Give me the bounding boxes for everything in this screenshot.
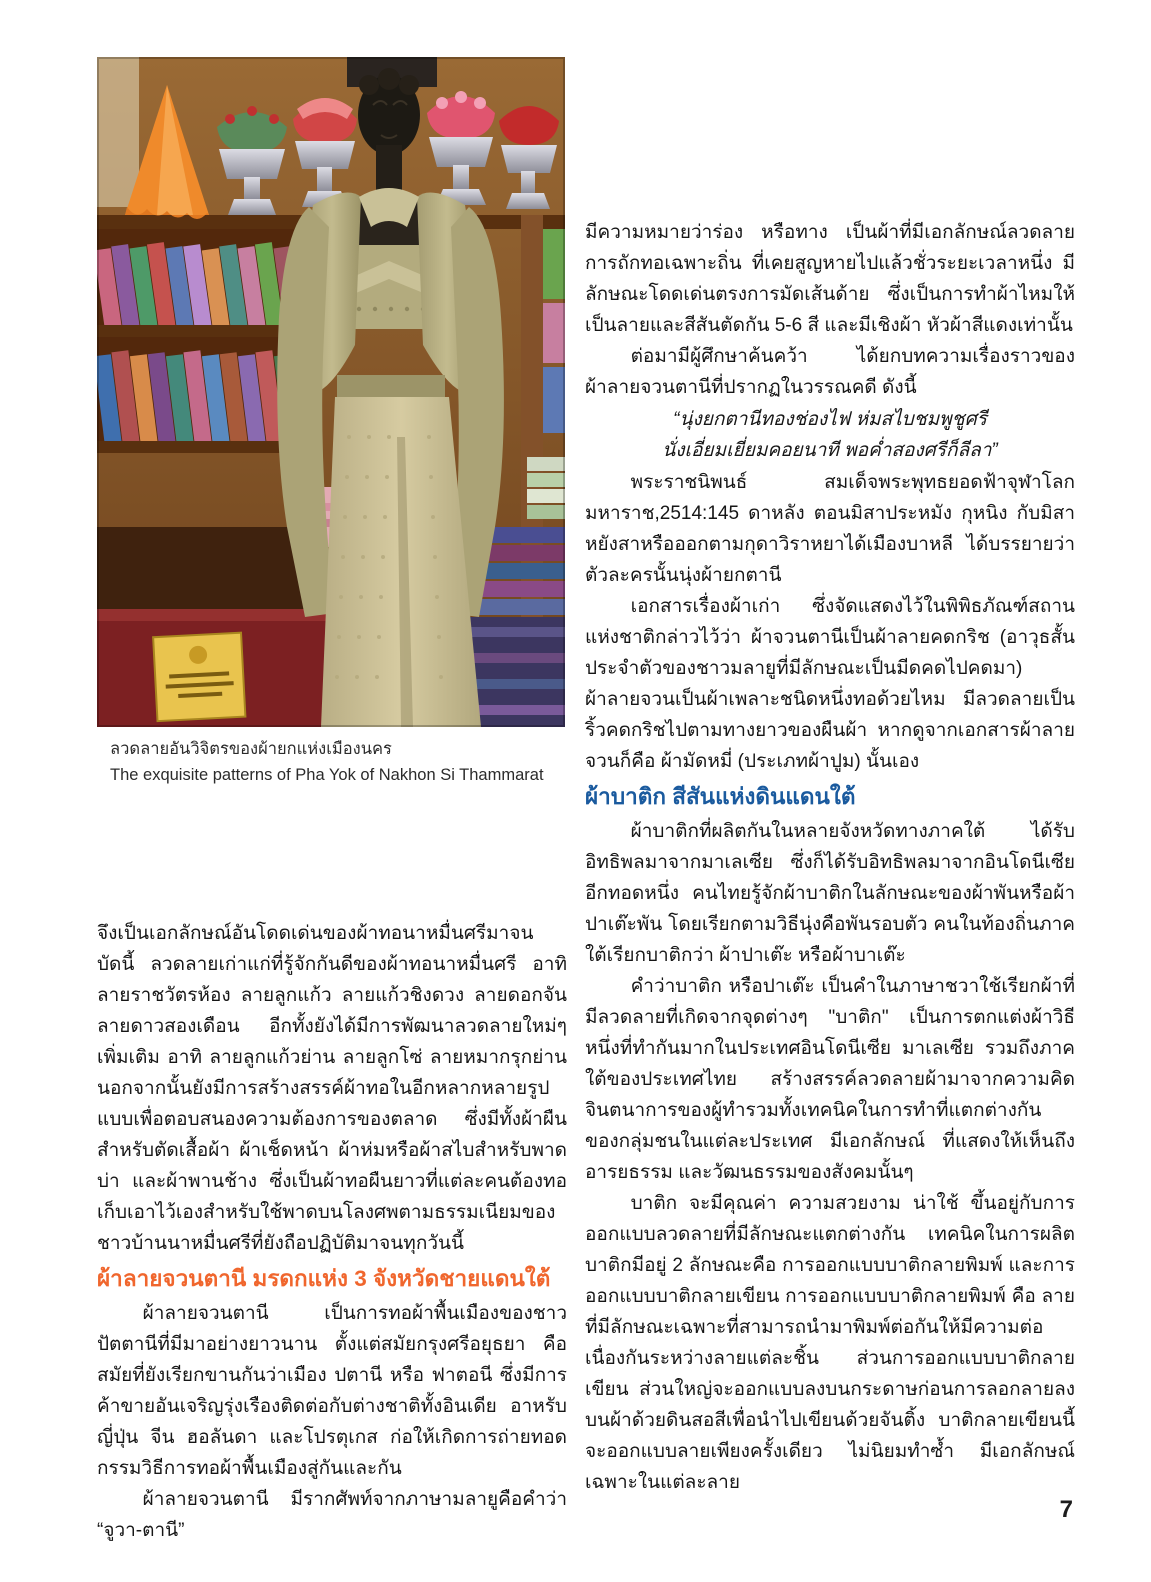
poem-line: นั่งเอี่ยมเยี่ยมคอยนาที พอค่ำสองศรีก็ลีลา” — [662, 440, 998, 461]
body-paragraph: มีความหมายว่าร่อง หรือทาง เป็นผ้าที่มีเอกลักษณ์ลวดลายการถักทอเฉพาะถิ่น ที่เคยสูญหายไปแล้วชั่วระยะเวลาหนึ่ง มีลักษณะโดดเด่นตรงการมัดเส้นด้าย ซึ่งเป็นการทำผ้าไหมให้เป็นลายและสีสันตัดกัน 5-6 สี และมีเชิงผ้า หัวผ้าสีแดงเท่านั้น — [585, 222, 1075, 336]
photo-illustration — [97, 57, 565, 727]
body-paragraph: ผ้าลายจวนตานี มีรากศัพท์จากภาษามลายูคือคำว่า “จูวา-ตานี” — [97, 1489, 567, 1541]
body-paragraph: ผ้าบาติกที่ผลิตกันในหลายจังหวัดทางภาคใต้ ได้รับอิทธิพลมาจากมาเลเซีย ซึ่งก็ได้รับอิทธิพลมาจากอินโดนีเซียอีกทอดหนึ่ง คนไทยรู้จักผ้าบาติกในลักษณะของผ้าพันหรือผ้าปาเต๊ะพัน โดยเรียกตามวิธีนุ่งคือพันรอบตัว คนในท้องถิ่นภาคใต้เรียกบาติกว่า ผ้าปาเต๊ะ หรือผ้าบาเต๊ะ — [585, 821, 1075, 966]
section-heading: ผ้าบาติก สีสันแห่งดินแดนใต้ — [585, 784, 856, 809]
body-paragraph: เอกสารเรื่องผ้าเก่า ซึ่งจัดแสดงไว้ในพิพิธภัณฑ์สถานแห่งชาติกล่าวไว้ว่า ผ้าจวนตานีเป็นผ้าลายคดกริช (อาวุธสั้นประจำตัวของชาวมลายูที่มีลักษณะเป็นมีดคดไปคดมา) ผ้าลายจวนเป็นผ้าเพลาะชนิดหนึ่งทอด้วยไหม มีลวดลายเป็นริ้วคดกริชไปตามทางยาวของผืนผ้า หากดูจากเอกสารผ้าลายจวนก็คือ ผ้ามัดหมี่ (ประเภทผ้าปูม) นั้นเอง — [585, 596, 1075, 772]
body-paragraph: พระราชนิพนธ์ สมเด็จพระพุทธยอดฟ้าจุฬาโลกมหาราช,2514:145 ดาหลัง ตอนมิสาประหมัง กุหนิง กับมิสาหยังสาหรือออกตามกุดาวิราหยาได้เมืองบาหลี ได้บรรยายว่า ตัวละครนั้นนุ่งผ้ายกตานี — [585, 472, 1075, 586]
body-paragraph: ต่อมามีผู้ศึกษาค้นคว้า ได้ยกบทความเรื่องราวของผ้าลายจวนตานีที่ปรากฏในวรรณคดี ดังนี้ — [585, 346, 1075, 398]
body-paragraph: บาติก จะมีคุณค่า ความสวยงาม น่าใช้ ขึ้นอยู่กับการออกแบบลวดลายที่มีลักษณะแตกต่างกัน เทคนิคในการผลิตบาติกมีอยู่ 2 ลักษณะคือ การออกแบบบาติกลายพิมพ์ และการออกแบบบาติกลายเขียน การออกแบบบาติกลายพิมพ์ คือ ลายที่มีลักษณะเฉพาะที่สามารถนำมาพิมพ์ต่อกันให้มีความต่อเนื่องกันระหว่างลายแต่ละชิ้น ส่วนการออกแบบบาติกลายเขียน ส่วนใหญ่จะออกแบบลงบนกระดาษก่อนการลอกลายลงบนผ้าด้วยดินสอสีเพื่อนำไปเขียนด้วยจันติ้ง บาติกลายเขียนนี้จะออกแบบลายเพียงครั้งเดียว ไม่นิยมทำซ้ำ มีเอกลักษณ์เฉพาะในแต่ละลาย — [585, 1193, 1075, 1493]
section-heading: ผ้าลายจวนตานี มรดกแห่ง 3 จังหวัดชายแดนใต้ — [97, 1266, 551, 1291]
page-number: 7 — [1059, 1496, 1073, 1523]
body-paragraph: ผ้าลายจวนตานี เป็นการทอผ้าพื้นเมืองของชาวปัตตานีที่มีมาอย่างยาวนาน ตั้งแต่สมัยกรุงศรีอยุธยา คือสมัยที่ยังเรียกขานกันว่าเมือง ปตานี หรือ ฟาตอนี ซึ่งมีการค้าขายอันเจริญรุ่งเรืองติดต่อกับต่างชาติทั้งอินเดีย อาหรับ ญี่ปุ่น จีน ฮอลันดา และโปรตุเกส ก่อให้เกิดการถ่ายทอดกรรมวิธีการทอผ้าพื้นเมืองสู่กันและกัน — [97, 1303, 567, 1479]
text-column-right — [585, 217, 1075, 1498]
figure-caption — [110, 736, 580, 788]
figure-caption-thai: ลวดลายอันวิจิตรของผ้ายกแห่งเมืองนคร — [110, 740, 392, 758]
label-placard — [153, 633, 245, 721]
waist-band — [337, 375, 445, 397]
poem-line: “นุ่งยกตานีทองช่องไฟ ห่มสไบชมพูชูศรี — [673, 409, 987, 430]
text-column-left — [97, 918, 567, 1546]
poem-quote — [585, 404, 1075, 466]
figure-caption-english: The exquisite patterns of Pha Yok of Nakhon Si Thammarat — [110, 766, 544, 784]
photo-mannequin-pha-yok — [97, 57, 565, 727]
body-paragraph: จึงเป็นเอกลักษณ์อันโดดเด่นของผ้าทอนาหมื่นศรีมาจนบัดนี้ ลวดลายเก่าแก่ที่รู้จักกันดีของผ้าทอนาหมื่นศรี อาทิ ลายราชวัตรห้อง ลายลูกแก้ว ลายแก้วชิงดวง ลายดอกจัน ลายดาวสองเดือน อีกทั้งยังได้มีการพัฒนาลวดลายใหม่ๆ เพิ่มเติม อาทิ ลายลูกแก้วย่าน ลายลูกโซ่ ลายหมากรุกย่าน นอกจากนั้นยังมีการสร้างสรรค์ผ้าทอในอีกหลากหลายรูปแบบเพื่อตอบสนองความต้องการของตลาด ซึ่งมีทั้งผ้าผืนสำหรับตัดเสื้อผ้า ผ้าเช็ดหน้า ผ้าห่มหรือผ้าสไบสำหรับพาดบ่า และผ้าพานช้าง ซึ่งเป็นผ้าทอผืนยาวที่แต่ละคนต้องทอเก็บเอาไว้เองสำหรับใช้พาดบนโลงศพตามธรรมเนียมของชาวบ้านนาหมื่นศรีที่ยังถือปฏิบัติมาจนทุกวันนี้ — [97, 923, 567, 1254]
wall-corner — [97, 57, 139, 207]
body-paragraph: คำว่าบาติก หรือปาเต๊ะ เป็นคำในภาษาชวาใช้เรียกผ้าที่มีลวดลายที่เกิดจากจุดต่างๆ "บาติก" เป็นการตกแต่งผ้าวิธีหนึ่งที่ทำกันมากในประเทศอินโดนีเซีย มาเลเซีย รวมถึงภาคใต้ของประเทศไทย สร้างสรรค์ลวดลายผ้ามาจากความคิดจินตนาการของผู้ทำรวมทั้งเทคนิคในการทำที่แตกต่างกันของกลุ่มชนในแต่ละประเทศ มีเอกลักษณ์ ที่แสดงให้เห็นถึงอารยธรรม และวัฒนธรรมของสังคมนั้นๆ — [585, 976, 1075, 1183]
